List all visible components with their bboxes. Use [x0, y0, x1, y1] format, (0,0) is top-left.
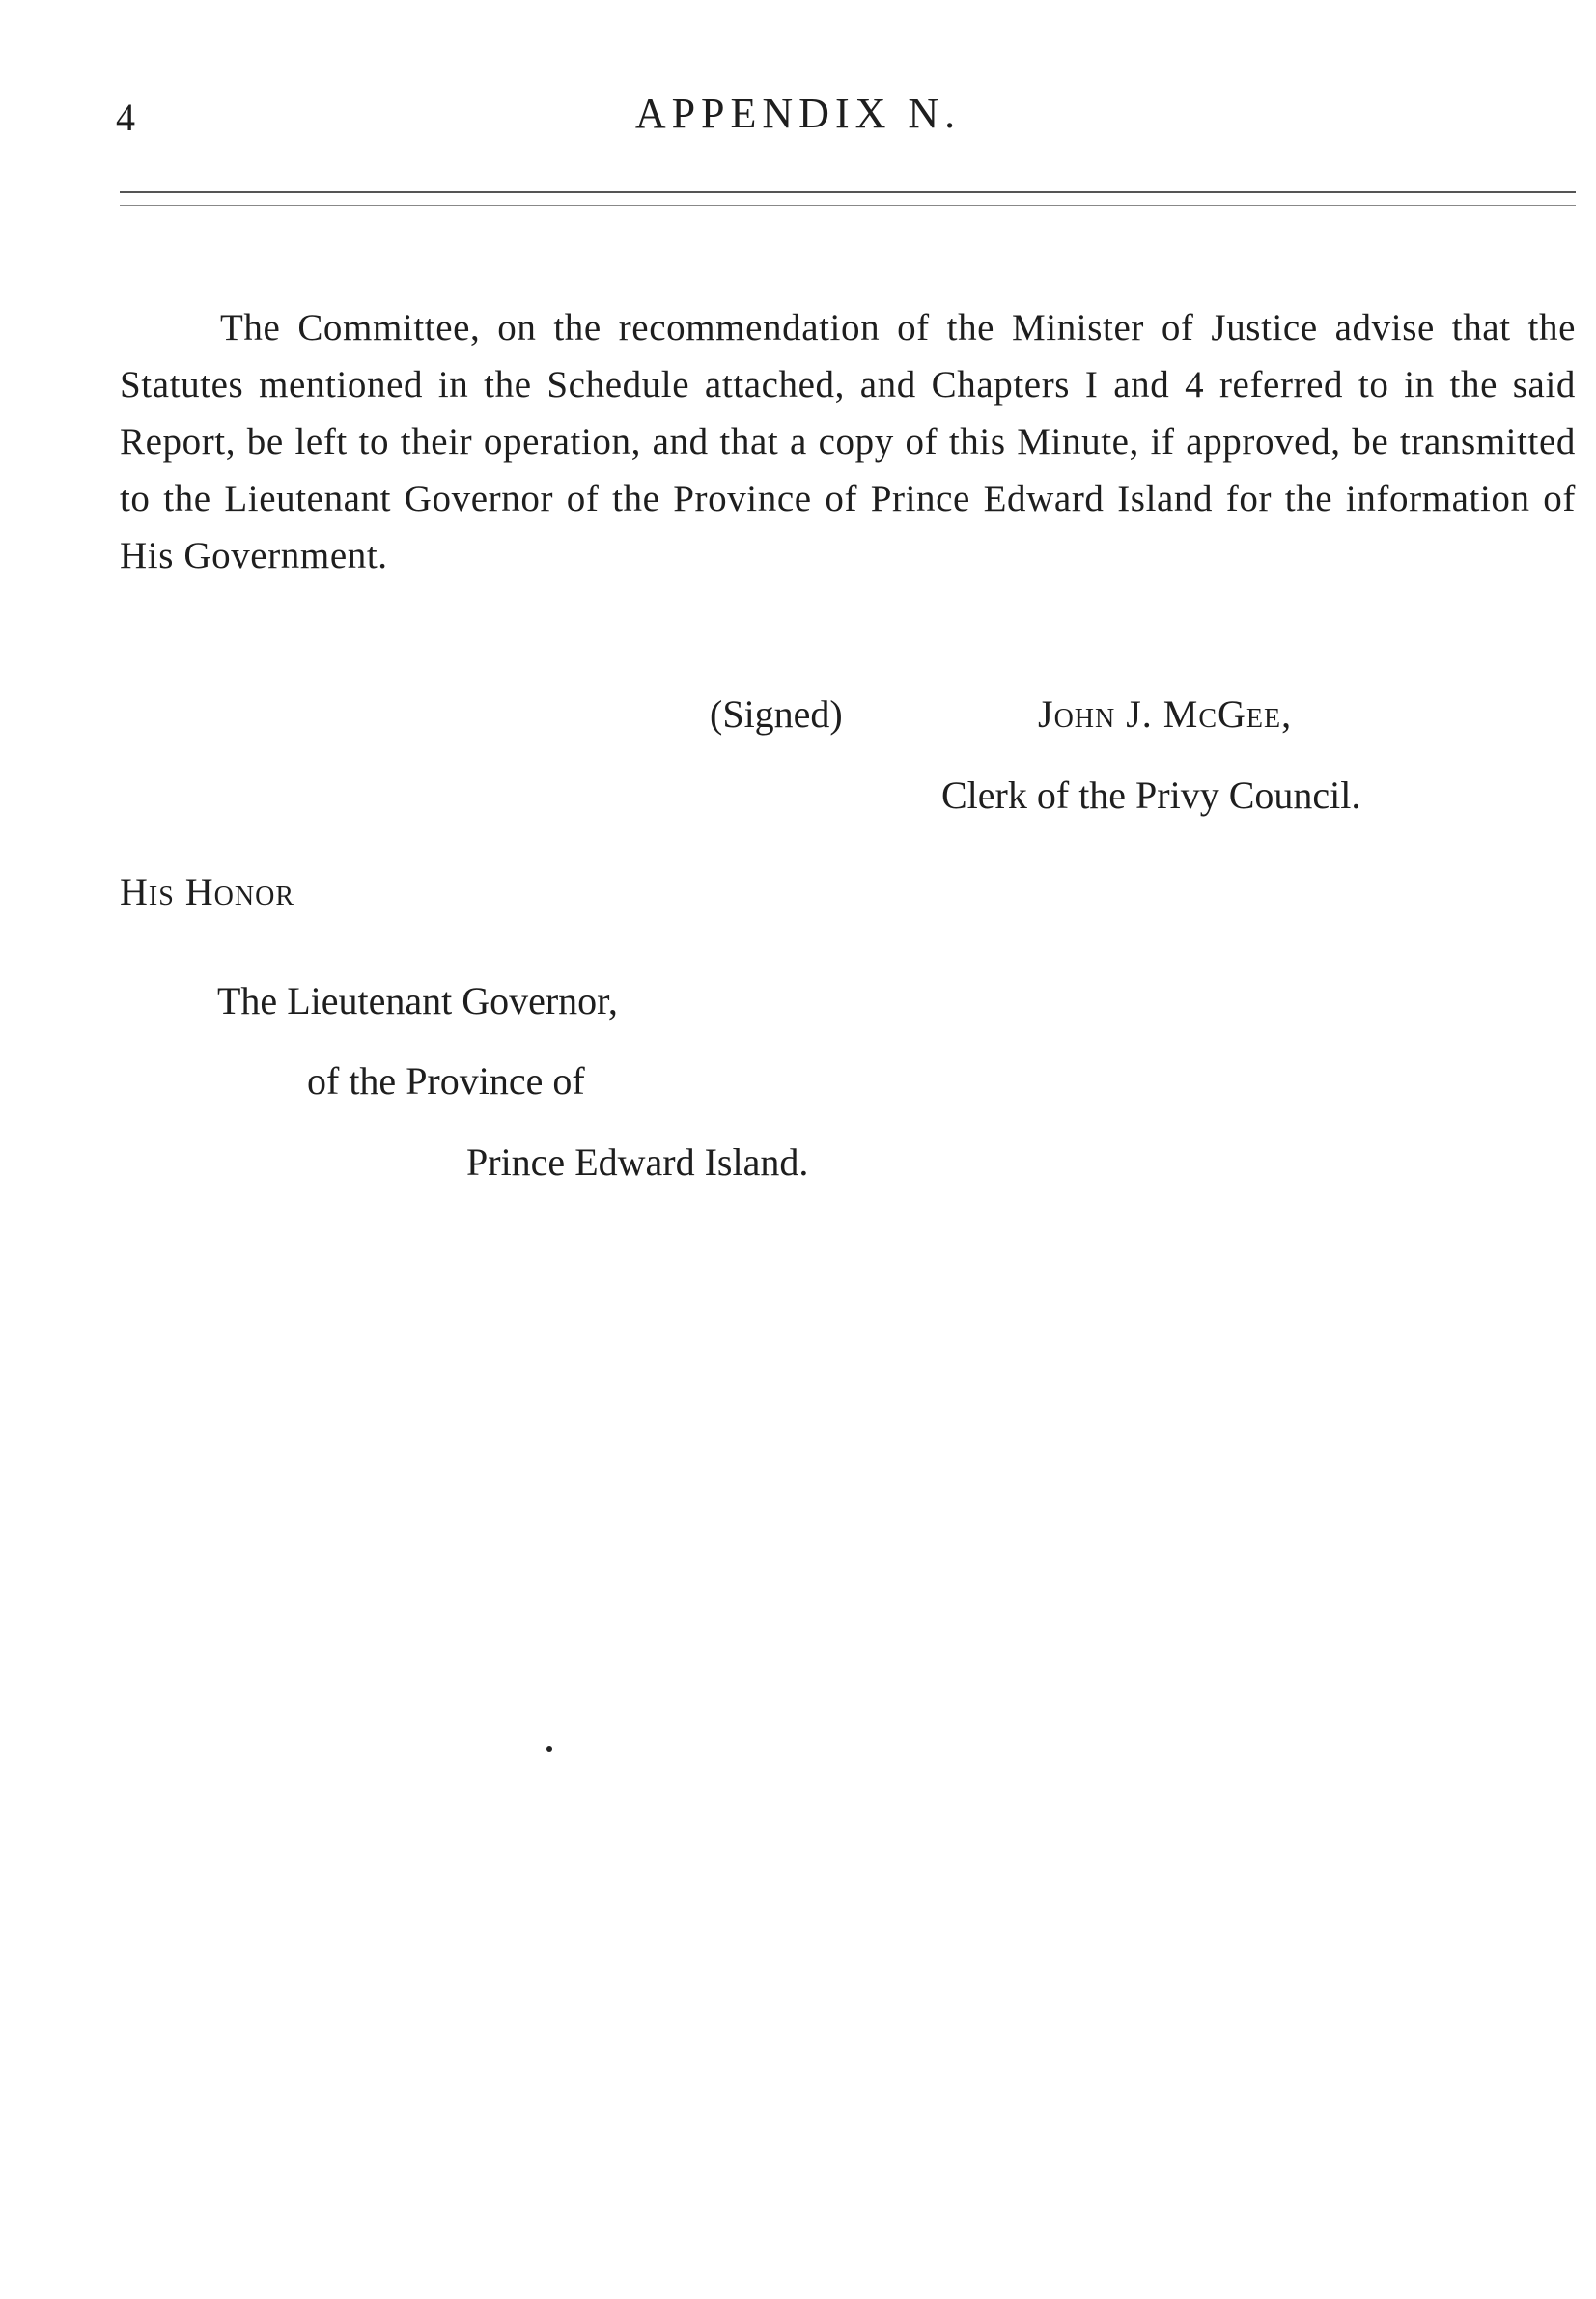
signer-name: John J. McGee,: [1038, 692, 1293, 736]
running-head: APPENDIX N.: [634, 90, 962, 137]
header-rule: [120, 191, 1576, 206]
addressee-honor: His Honor: [120, 870, 295, 913]
addressee-line-1: The Lieutenant Governor,: [217, 979, 618, 1023]
ink-speck: [546, 1746, 552, 1752]
addressee-line-2: of the Province of: [307, 1059, 585, 1103]
signed-label: (Signed): [710, 692, 843, 736]
signer-title: Clerk of the Privy Council.: [941, 773, 1361, 817]
page-number: 4: [116, 96, 135, 139]
body-paragraph: The Committee, on the recommendation of the Minister of Justice advise that the Statutes mentioned in the Schedule attached, and Chapters I and 4 referred to in the said Report, be left to their operation, and that a copy of this Minute, if approved, be transmitted to the Lieutenant Governor of the Province of Prince Edward Island for the information of His Government.: [120, 307, 1576, 576]
addressee-line-3: Prince Edward Island.: [466, 1140, 809, 1184]
